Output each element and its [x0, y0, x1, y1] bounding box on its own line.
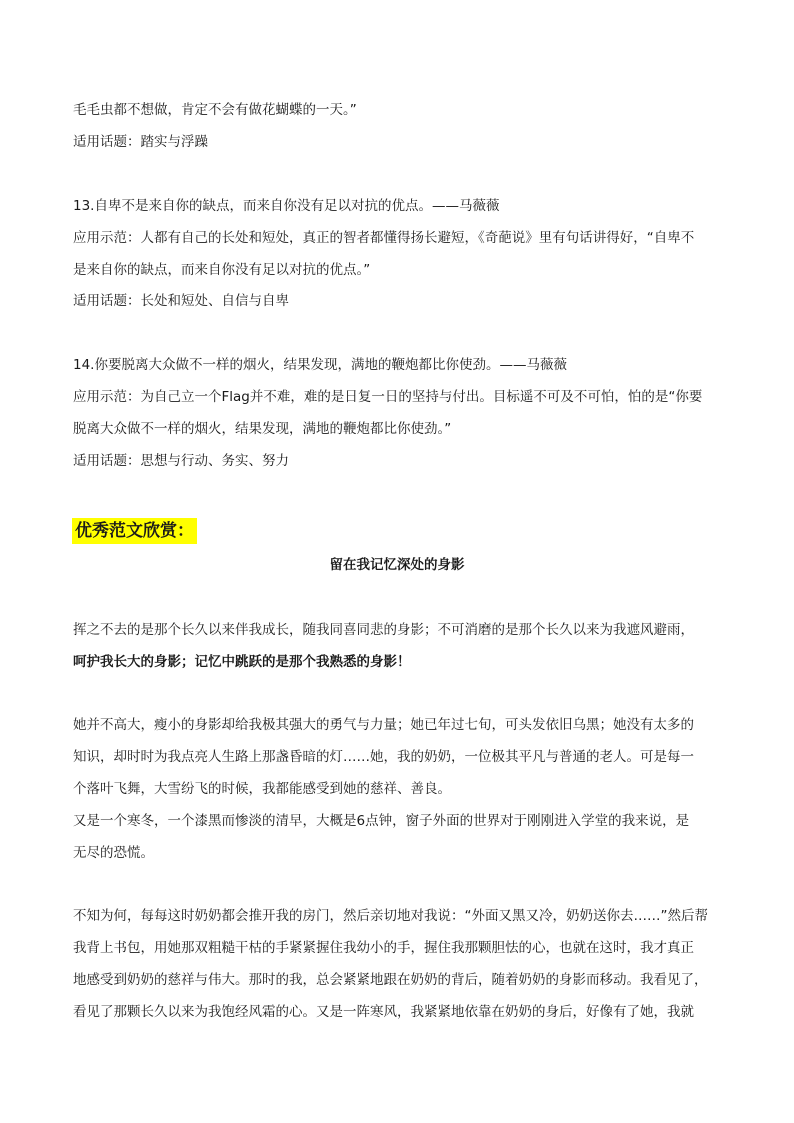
- essay-line: 她并不高大，瘦小的身影却给我极其强大的勇气与力量；她已年过七旬，可头发依旧乌黑；她没有太多的: [73, 717, 694, 733]
- section-heading: 优秀范文欣赏：: [72, 518, 197, 544]
- topic-line: 适用话题：踏实与浮躁: [73, 134, 208, 150]
- essay-line: 挥之不去的是那个长久以来伴我成长，随我同喜同悲的身影；不可消磨的是那个长久以来为我遮风避雨，: [73, 622, 694, 638]
- example-line: 应用示范：为自己立一个Flag并不难，难的是日复一日的坚持与付出。目标遥不可及不可怕，怕的是“你要: [73, 389, 703, 405]
- essay-line: 知识，却时时为我点亮人生路上那盏昏暗的灯……她，我的奶奶，一位极其平凡与普通的老人。可是每一: [73, 749, 694, 765]
- topic-line: 适用话题：长处和短处、自信与自卑: [73, 293, 289, 309]
- example-line: 是来自你的缺点，而来自你没有足以对抗的优点。”: [73, 262, 371, 278]
- example-line: 应用示范：人都有自己的长处和短处，真正的智者都懂得扬长避短，《奇葩说》里有句话讲得好，“自卑不: [73, 230, 695, 246]
- essay-line: 地感受到奶奶的慈祥与伟大。那时的我，总会紧紧地跟在奶奶的背后，随着奶奶的身影而移动。我看见了，: [73, 972, 708, 988]
- quote-line: 14.你要脱离大众做不一样的烟火，结果发现，满地的鞭炮都比你使劲。——马薇薇: [73, 357, 567, 373]
- example-line: 脱离大众做不一样的烟火，结果发现，满地的鞭炮都比你使劲。”: [73, 421, 452, 437]
- essay-line: 又是一个寒冬，一个漆黑而惨淡的清早，大概是6点钟，窗子外面的世界对于刚刚进入学堂的我来说，是: [73, 813, 690, 829]
- quote-line: 13.自卑不是来自你的缺点，而来自你没有足以对抗的优点。——马薇薇: [73, 198, 500, 214]
- essay-line: 不知为何，每每这时奶奶都会推开我的房门，然后亲切地对我说：“外面又黑又冷，奶奶送你去……”然后帮: [73, 908, 708, 924]
- essay-line: 无尽的恐慌。: [73, 845, 154, 861]
- essay-line: 看见了那颗长久以来为我饱经风霜的心。又是一阵寒风，我紧紧地依靠在奶奶的身后，好像有了她，我就: [73, 1004, 694, 1020]
- essay-title: 留在我记忆深处的身影: [329, 557, 465, 573]
- topic-line: 适用话题：思想与行动、务实、努力: [73, 453, 289, 469]
- essay-line: 个落叶飞舞，大雪纷飞的时候，我都能感受到她的慈祥、善良。: [73, 781, 451, 797]
- quote-continuation: 毛毛虫都不想做，肯定不会有做花蝴蝶的一天。”: [73, 102, 357, 118]
- essay-line: 我背上书包，用她那双粗糙干枯的手紧紧握住我幼小的手，握住我那颗胆怯的心，也就在这时，我才真正: [73, 940, 694, 956]
- essay-line: 呵护我长大的身影；记忆中跳跃的是那个我熟悉的身影！: [73, 654, 411, 670]
